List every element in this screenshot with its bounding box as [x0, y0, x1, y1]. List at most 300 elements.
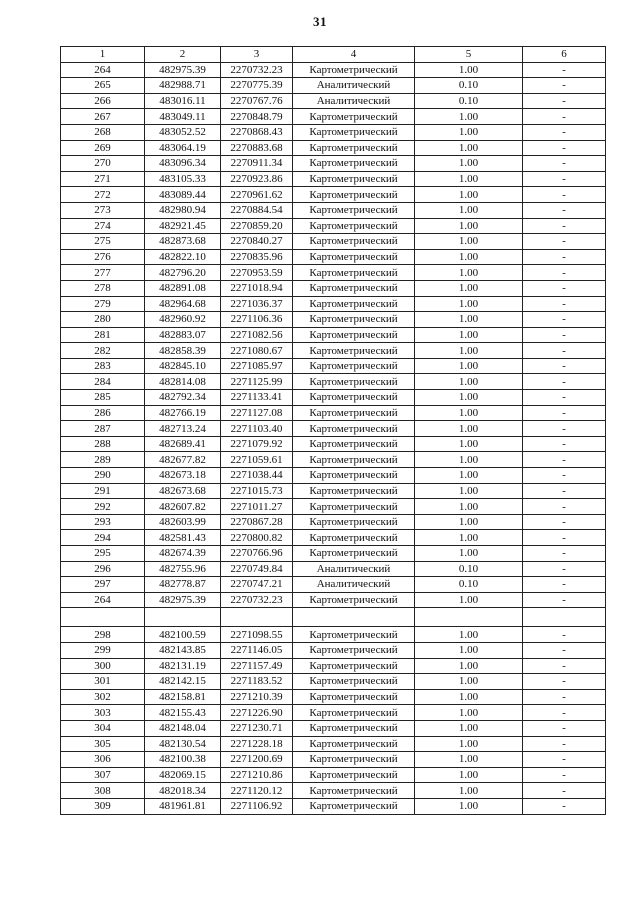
table-cell: -: [523, 109, 606, 125]
table-cell: 483105.33: [145, 171, 221, 187]
table-cell: 297: [61, 577, 145, 593]
table-cell: -: [523, 218, 606, 234]
table-cell: Картометрический: [293, 592, 415, 608]
header-cell: 5: [415, 47, 523, 63]
table-cell: 2271036.37: [221, 296, 293, 312]
table-cell: 1.00: [415, 327, 523, 343]
table-cell: 2271125.99: [221, 374, 293, 390]
table-cell: Картометрический: [293, 296, 415, 312]
table-cell: 482100.59: [145, 627, 221, 643]
table-cell: 1.00: [415, 674, 523, 690]
table-row: [61, 62, 606, 78]
table-cell: 482673.18: [145, 468, 221, 484]
table-cell: 282: [61, 343, 145, 359]
table-cell: 482960.92: [145, 312, 221, 328]
table-cell: 307: [61, 767, 145, 783]
table-row: [61, 140, 606, 156]
table-cell: -: [523, 674, 606, 690]
table-cell: Картометрический: [293, 436, 415, 452]
table-cell: 306: [61, 752, 145, 768]
table-cell: 483089.44: [145, 187, 221, 203]
table-cell: Картометрический: [293, 752, 415, 768]
table-cell: -: [523, 577, 606, 593]
table-cell: 289: [61, 452, 145, 468]
table-cell: -: [523, 327, 606, 343]
table-cell: Картометрический: [293, 140, 415, 156]
table-cell: -: [523, 421, 606, 437]
table-cell: Картометрический: [293, 124, 415, 140]
table-cell: -: [523, 452, 606, 468]
table-cell: 1.00: [415, 124, 523, 140]
table-cell: -: [523, 468, 606, 484]
table-cell: 482674.39: [145, 546, 221, 562]
table-cell: 2271127.08: [221, 405, 293, 421]
table-cell: 482921.45: [145, 218, 221, 234]
table-cell: -: [523, 483, 606, 499]
table-cell: 296: [61, 561, 145, 577]
table-cell: 1.00: [415, 358, 523, 374]
table-cell: 280: [61, 312, 145, 328]
table-row: [61, 561, 606, 577]
table-cell: Картометрический: [293, 674, 415, 690]
table-row: [61, 156, 606, 172]
table-cell: 2271230.71: [221, 720, 293, 736]
header-cell: 6: [523, 47, 606, 63]
table-cell: Картометрический: [293, 62, 415, 78]
table-cell: 2271038.44: [221, 468, 293, 484]
table-cell: Картометрический: [293, 798, 415, 814]
table-cell: -: [523, 499, 606, 515]
table-cell: -: [523, 436, 606, 452]
table-cell: 2271059.61: [221, 452, 293, 468]
table-cell: 482891.08: [145, 280, 221, 296]
table-cell: 2270923.86: [221, 171, 293, 187]
table-cell: -: [523, 561, 606, 577]
table-cell: -: [523, 234, 606, 250]
table-cell: 304: [61, 720, 145, 736]
table-cell: 285: [61, 390, 145, 406]
table-cell: 482100.38: [145, 752, 221, 768]
table-row: [61, 642, 606, 658]
table-cell: 2270749.84: [221, 561, 293, 577]
table-cell: 303: [61, 705, 145, 721]
table-cell: 299: [61, 642, 145, 658]
table-cell: 2270868.43: [221, 124, 293, 140]
table-cell: Картометрический: [293, 499, 415, 515]
table-row: [61, 577, 606, 593]
table-cell: 1.00: [415, 546, 523, 562]
table-cell: 1.00: [415, 752, 523, 768]
table-cell: Картометрический: [293, 452, 415, 468]
table-cell: [61, 608, 145, 627]
table-cell: 1.00: [415, 530, 523, 546]
table-cell: -: [523, 390, 606, 406]
table-cell: 286: [61, 405, 145, 421]
table-cell: 266: [61, 93, 145, 109]
table-cell: Аналитический: [293, 561, 415, 577]
table-cell: 483096.34: [145, 156, 221, 172]
table-cell: -: [523, 358, 606, 374]
table-row: [61, 374, 606, 390]
table-cell: Картометрический: [293, 265, 415, 281]
table-cell: 483064.19: [145, 140, 221, 156]
table-row: [61, 296, 606, 312]
table-cell: Аналитический: [293, 577, 415, 593]
table-cell: Картометрический: [293, 658, 415, 674]
table-cell: 1.00: [415, 156, 523, 172]
table-cell: Картометрический: [293, 109, 415, 125]
table-cell: -: [523, 249, 606, 265]
table-cell: -: [523, 592, 606, 608]
table-cell: 2270775.39: [221, 78, 293, 94]
table-cell: 1.00: [415, 421, 523, 437]
table-cell: Картометрический: [293, 689, 415, 705]
table-row: [61, 234, 606, 250]
table-cell: 2270767.76: [221, 93, 293, 109]
table-cell: 0.10: [415, 561, 523, 577]
table-cell: 0.10: [415, 93, 523, 109]
table-cell: Картометрический: [293, 343, 415, 359]
table-row: [61, 202, 606, 218]
table-cell: 482845.10: [145, 358, 221, 374]
table-cell: -: [523, 642, 606, 658]
table-cell: 2270884.54: [221, 202, 293, 218]
table-cell: 482873.68: [145, 234, 221, 250]
table-cell: -: [523, 312, 606, 328]
table-cell: 482143.85: [145, 642, 221, 658]
table-cell: 1.00: [415, 798, 523, 814]
table-row: [61, 93, 606, 109]
table-cell: 279: [61, 296, 145, 312]
table-cell: 482131.19: [145, 658, 221, 674]
table-row: [61, 405, 606, 421]
header-cell: 2: [145, 47, 221, 63]
table-cell: 2271120.12: [221, 783, 293, 799]
table-cell: 2271080.67: [221, 343, 293, 359]
table-cell: 482607.82: [145, 499, 221, 515]
table-cell: -: [523, 720, 606, 736]
table-cell: Картометрический: [293, 202, 415, 218]
table-row: [61, 249, 606, 265]
table-cell: 2271085.97: [221, 358, 293, 374]
table-cell: 482713.24: [145, 421, 221, 437]
table-cell: 482858.39: [145, 343, 221, 359]
table-cell: 2270961.62: [221, 187, 293, 203]
table-cell: -: [523, 767, 606, 783]
table-cell: 1.00: [415, 140, 523, 156]
table-cell: 1.00: [415, 720, 523, 736]
table-cell: 482766.19: [145, 405, 221, 421]
table-cell: 308: [61, 783, 145, 799]
table-cell: 1.00: [415, 374, 523, 390]
table-cell: 2271200.69: [221, 752, 293, 768]
table-row: [61, 468, 606, 484]
table-cell: 482792.34: [145, 390, 221, 406]
table-cell: -: [523, 140, 606, 156]
table-row: [61, 658, 606, 674]
table-row: [61, 546, 606, 562]
table-cell: -: [523, 202, 606, 218]
table-cell: 2271018.94: [221, 280, 293, 296]
table-cell: 281: [61, 327, 145, 343]
table-row: [61, 343, 606, 359]
table-cell: 305: [61, 736, 145, 752]
table-row: [61, 109, 606, 125]
table-cell: 273: [61, 202, 145, 218]
table-cell: Картометрический: [293, 358, 415, 374]
table-cell: Картометрический: [293, 705, 415, 721]
table-cell: 1.00: [415, 265, 523, 281]
table-cell: -: [523, 658, 606, 674]
table-cell: 278: [61, 280, 145, 296]
table-cell: 482130.54: [145, 736, 221, 752]
table-cell: 292: [61, 499, 145, 515]
table-cell: 482142.15: [145, 674, 221, 690]
table-row: [61, 689, 606, 705]
table-cell: -: [523, 78, 606, 94]
table-cell: Картометрический: [293, 327, 415, 343]
page-number: 31: [313, 14, 327, 29]
table-cell: 482155.43: [145, 705, 221, 721]
table-cell: [221, 608, 293, 627]
table-cell: Аналитический: [293, 78, 415, 94]
table-cell: 2271106.36: [221, 312, 293, 328]
table-cell: Картометрический: [293, 280, 415, 296]
table-row: [61, 736, 606, 752]
table-cell: -: [523, 296, 606, 312]
table-cell: Картометрический: [293, 720, 415, 736]
table-cell: 482158.81: [145, 689, 221, 705]
table-row: [61, 124, 606, 140]
table-cell: -: [523, 405, 606, 421]
table-cell: -: [523, 514, 606, 530]
table-cell: 2270766.96: [221, 546, 293, 562]
table-cell: Картометрический: [293, 218, 415, 234]
table-row: [61, 280, 606, 296]
table-row: [61, 767, 606, 783]
table-cell: 2271228.18: [221, 736, 293, 752]
table-cell: 1.00: [415, 468, 523, 484]
table-cell: 2270800.82: [221, 530, 293, 546]
table-cell: Картометрический: [293, 421, 415, 437]
table-row: [61, 327, 606, 343]
table-cell: 2271210.39: [221, 689, 293, 705]
table-cell: 2270840.27: [221, 234, 293, 250]
table-cell: [293, 608, 415, 627]
table-cell: 482814.08: [145, 374, 221, 390]
table-cell: -: [523, 783, 606, 799]
table-cell: Аналитический: [293, 93, 415, 109]
table-cell: 276: [61, 249, 145, 265]
table-cell: Картометрический: [293, 627, 415, 643]
table-cell: 2270732.23: [221, 62, 293, 78]
table-cell: 482883.07: [145, 327, 221, 343]
table-cell: 1.00: [415, 642, 523, 658]
table-row: [61, 171, 606, 187]
table-cell: 482980.94: [145, 202, 221, 218]
table-cell: -: [523, 156, 606, 172]
table-row: [61, 78, 606, 94]
table-row: [61, 674, 606, 690]
table-cell: 288: [61, 436, 145, 452]
table-cell: 264: [61, 62, 145, 78]
table-cell: -: [523, 124, 606, 140]
table-cell: 283: [61, 358, 145, 374]
table-cell: -: [523, 627, 606, 643]
table-cell: 1.00: [415, 436, 523, 452]
table-cell: 2270747.21: [221, 577, 293, 593]
table-cell: 301: [61, 674, 145, 690]
table-cell: 0.10: [415, 78, 523, 94]
table-row: [61, 452, 606, 468]
header-cell: 1: [61, 47, 145, 63]
table-cell: 265: [61, 78, 145, 94]
table-cell: 0.10: [415, 577, 523, 593]
table-cell: Картометрический: [293, 390, 415, 406]
table-cell: 482581.43: [145, 530, 221, 546]
table-cell: Картометрический: [293, 767, 415, 783]
table-cell: 482069.15: [145, 767, 221, 783]
table-cell: -: [523, 546, 606, 562]
table-cell: 2270835.96: [221, 249, 293, 265]
table-row: [61, 499, 606, 515]
table-cell: 284: [61, 374, 145, 390]
table-cell: 267: [61, 109, 145, 125]
table-header-row: [61, 47, 606, 63]
table-cell: 2271157.49: [221, 658, 293, 674]
table-cell: 481961.81: [145, 798, 221, 814]
table-cell: 482975.39: [145, 592, 221, 608]
table-cell: 2271226.90: [221, 705, 293, 721]
table-cell: 264: [61, 592, 145, 608]
table-cell: 2271015.73: [221, 483, 293, 499]
table-cell: 1.00: [415, 280, 523, 296]
table-cell: 483016.11: [145, 93, 221, 109]
table-row: [61, 421, 606, 437]
table-cell: 1.00: [415, 689, 523, 705]
table-cell: 1.00: [415, 452, 523, 468]
table-cell: 482603.99: [145, 514, 221, 530]
table-cell: 2270911.34: [221, 156, 293, 172]
table-cell: 1.00: [415, 202, 523, 218]
table-cell: [523, 608, 606, 627]
table-cell: 1.00: [415, 343, 523, 359]
table-cell: 274: [61, 218, 145, 234]
table-cell: 2270953.59: [221, 265, 293, 281]
table-cell: 482988.71: [145, 78, 221, 94]
table-cell: 2271079.92: [221, 436, 293, 452]
table-cell: -: [523, 798, 606, 814]
table-cell: 294: [61, 530, 145, 546]
table-cell: 1.00: [415, 783, 523, 799]
table-cell: 270: [61, 156, 145, 172]
table-cell: 271: [61, 171, 145, 187]
table-cell: 1.00: [415, 627, 523, 643]
table-cell: 295: [61, 546, 145, 562]
table-cell: 2270732.23: [221, 592, 293, 608]
table-cell: Картометрический: [293, 156, 415, 172]
table-cell: 482689.41: [145, 436, 221, 452]
table-cell: 482148.04: [145, 720, 221, 736]
table-cell: 1.00: [415, 234, 523, 250]
table-cell: 1.00: [415, 62, 523, 78]
table-cell: 275: [61, 234, 145, 250]
table-cell: 298: [61, 627, 145, 643]
table-cell: 2271210.86: [221, 767, 293, 783]
table-cell: Картометрический: [293, 468, 415, 484]
table-cell: -: [523, 62, 606, 78]
table-cell: -: [523, 343, 606, 359]
table-cell: 1.00: [415, 218, 523, 234]
table-cell: 482975.39: [145, 62, 221, 78]
table-cell: Картометрический: [293, 546, 415, 562]
table-cell: 1.00: [415, 187, 523, 203]
table-cell: 2270848.79: [221, 109, 293, 125]
table-cell: 302: [61, 689, 145, 705]
table-cell: 1.00: [415, 249, 523, 265]
table-cell: 2271098.55: [221, 627, 293, 643]
table-cell: 2271103.40: [221, 421, 293, 437]
table-cell: 268: [61, 124, 145, 140]
table-cell: 2270867.28: [221, 514, 293, 530]
table-row: [61, 218, 606, 234]
table-cell: -: [523, 187, 606, 203]
table-cell: [145, 608, 221, 627]
table-cell: 482755.96: [145, 561, 221, 577]
table-cell: 483049.11: [145, 109, 221, 125]
table-row: [61, 720, 606, 736]
table-cell: 2270883.68: [221, 140, 293, 156]
table-row: [61, 436, 606, 452]
table-cell: 300: [61, 658, 145, 674]
table-spacer-row: [61, 608, 606, 627]
table-cell: 1.00: [415, 736, 523, 752]
table-cell: Картометрический: [293, 530, 415, 546]
table-cell: 482778.87: [145, 577, 221, 593]
table-cell: 1.00: [415, 312, 523, 328]
table-cell: 290: [61, 468, 145, 484]
table-cell: 1.00: [415, 767, 523, 783]
table-cell: 272: [61, 187, 145, 203]
table-cell: Картометрический: [293, 374, 415, 390]
table-cell: 287: [61, 421, 145, 437]
table-cell: 482673.68: [145, 483, 221, 499]
table-cell: 482822.10: [145, 249, 221, 265]
table-row: [61, 483, 606, 499]
table-cell: 1.00: [415, 405, 523, 421]
table-cell: -: [523, 265, 606, 281]
table-cell: 483052.52: [145, 124, 221, 140]
table-cell: 1.00: [415, 499, 523, 515]
table-cell: Картометрический: [293, 783, 415, 799]
table-cell: 2271106.92: [221, 798, 293, 814]
table-cell: 2271082.56: [221, 327, 293, 343]
table-cell: Картометрический: [293, 405, 415, 421]
coordinates-table: [60, 46, 606, 815]
table-row: [61, 627, 606, 643]
table-cell: 269: [61, 140, 145, 156]
table-cell: [415, 608, 523, 627]
table-cell: 1.00: [415, 390, 523, 406]
table-cell: -: [523, 93, 606, 109]
table-cell: 1.00: [415, 171, 523, 187]
table-cell: 2271011.27: [221, 499, 293, 515]
table-cell: Картометрический: [293, 171, 415, 187]
table-cell: 1.00: [415, 296, 523, 312]
table-row: [61, 358, 606, 374]
table-cell: 309: [61, 798, 145, 814]
table-cell: 482677.82: [145, 452, 221, 468]
